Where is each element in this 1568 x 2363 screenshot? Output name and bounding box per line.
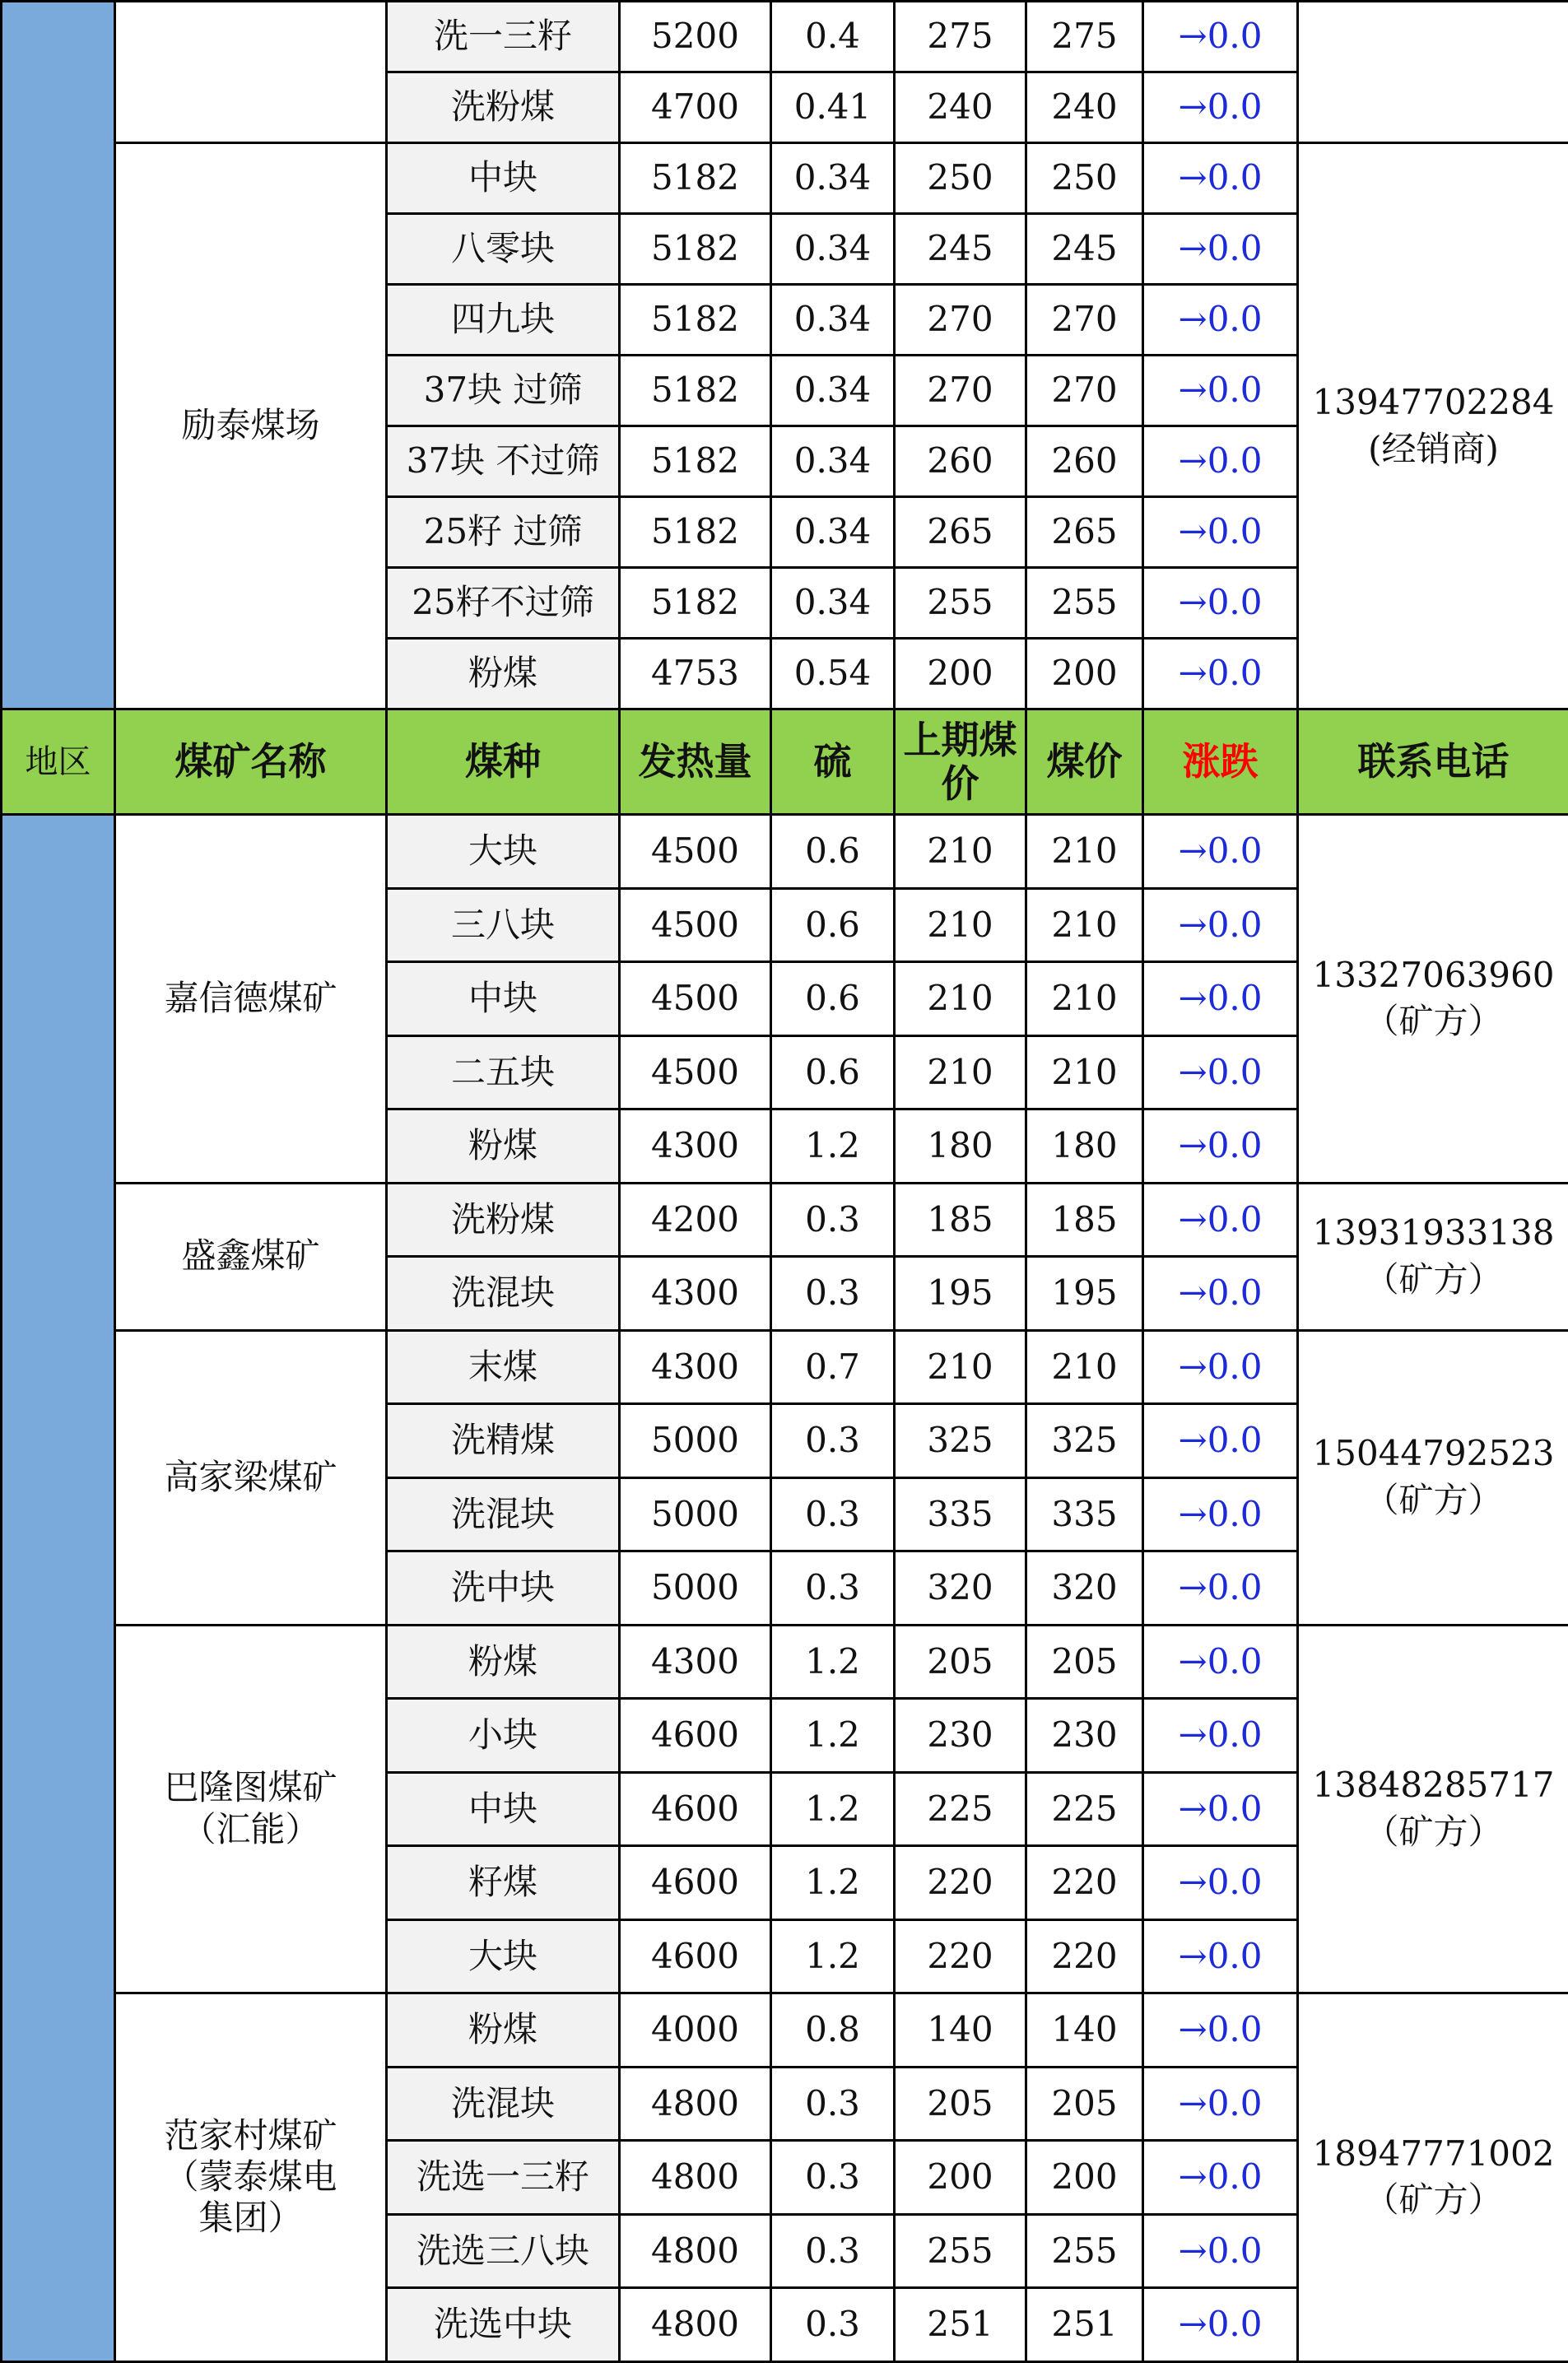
price-cell: 250 <box>1026 143 1143 214</box>
heat-value-cell: 4000 <box>620 1993 771 2068</box>
sulfur-value-cell: 0.3 <box>771 2141 895 2215</box>
price-change-cell: →0.0 <box>1143 1625 1298 1699</box>
prev-price-cell: 270 <box>895 356 1026 426</box>
sulfur-value-cell: 0.7 <box>771 1330 895 1404</box>
price-change-cell: →0.0 <box>1143 639 1298 709</box>
price-cell: 260 <box>1026 426 1143 497</box>
contact-cell <box>1298 1993 1568 2362</box>
heat-value-cell: 5182 <box>620 214 771 285</box>
contact-phone: 13947702284 <box>1299 379 1568 426</box>
coal-kind-cell: 洗选三八块 <box>387 2214 620 2288</box>
price-change-cell: →0.0 <box>1143 1993 1298 2068</box>
price-change-cell: →0.0 <box>1143 1035 1298 1109</box>
price-change-cell: →0.0 <box>1143 2 1298 72</box>
heat-value-cell: 4300 <box>620 1109 771 1184</box>
coal-kind-cell: 粉煤 <box>387 1109 620 1184</box>
coal-kind-cell: 四九块 <box>387 285 620 356</box>
sulfur-value-cell: 0.8 <box>771 1993 895 2068</box>
table-row <box>2 1993 1568 2068</box>
table-row <box>2 815 1568 889</box>
price-cell: 220 <box>1026 1846 1143 1920</box>
price-cell: 270 <box>1026 356 1143 426</box>
sulfur-value-cell: 0.3 <box>771 2214 895 2288</box>
coal-kind-cell: 三八块 <box>387 888 620 962</box>
prev-price-cell: 260 <box>895 426 1026 497</box>
contact-cell <box>1298 143 1568 709</box>
sulfur-value-cell: 0.34 <box>771 426 895 497</box>
price-change-cell: →0.0 <box>1143 1846 1298 1920</box>
price-change-cell: →0.0 <box>1143 1109 1298 1184</box>
price-cell: 240 <box>1026 72 1143 143</box>
price-change-cell: →0.0 <box>1143 568 1298 639</box>
coal-kind-cell: 中块 <box>387 143 620 214</box>
sulfur-value-cell: 0.3 <box>771 1183 895 1257</box>
heat-value-cell: 4700 <box>620 72 771 143</box>
price-change-cell: →0.0 <box>1143 1477 1298 1551</box>
price-change-cell: →0.0 <box>1143 1404 1298 1478</box>
coal-kind-cell: 25籽 过筛 <box>387 497 620 568</box>
mine-name-cell: 高家梁煤矿 <box>115 1330 387 1625</box>
heat-value-cell: 4800 <box>620 2067 771 2141</box>
contact-cell <box>1298 1625 1568 1993</box>
prev-price-cell: 180 <box>895 1109 1026 1184</box>
heat-value-cell: 4500 <box>620 815 771 889</box>
sulfur-value-cell: 0.6 <box>771 1035 895 1109</box>
heat-value-cell: 4800 <box>620 2288 771 2362</box>
coal-kind-cell: 25籽不过筛 <box>387 568 620 639</box>
coal-kind-cell: 粉煤 <box>387 1625 620 1699</box>
prev-price-cell: 200 <box>895 2141 1026 2215</box>
prev-price-cell: 270 <box>895 285 1026 356</box>
coal-kind-cell: 八零块 <box>387 214 620 285</box>
contact-phone: 13931933138 <box>1299 1210 1568 1257</box>
region-cell <box>2 815 115 2362</box>
price-change-cell: →0.0 <box>1143 2067 1298 2141</box>
mine-name-cell <box>115 2 387 143</box>
prev-price-cell: 240 <box>895 72 1026 143</box>
heat-value-cell: 4600 <box>620 1846 771 1920</box>
prev-price-cell: 265 <box>895 497 1026 568</box>
price-change-cell: →0.0 <box>1143 143 1298 214</box>
sulfur-value-cell: 0.3 <box>771 1477 895 1551</box>
prev-price-cell: 220 <box>895 1846 1026 1920</box>
contact-note: （矿方） <box>1299 1809 1568 1856</box>
heat-value-cell: 4500 <box>620 888 771 962</box>
header-mine-name: 煤矿名称 <box>115 709 387 815</box>
mine-name-cell: 盛鑫煤矿 <box>115 1183 387 1330</box>
heat-value-cell: 5182 <box>620 356 771 426</box>
price-cell: 210 <box>1026 1330 1143 1404</box>
mine-name-cell: 巴隆图煤矿（汇能） <box>115 1625 387 1993</box>
price-change-cell: →0.0 <box>1143 426 1298 497</box>
prev-price-cell: 245 <box>895 214 1026 285</box>
header-coal-kind: 煤种 <box>387 709 620 815</box>
sulfur-value-cell: 0.3 <box>771 1257 895 1331</box>
heat-value-cell: 5182 <box>620 426 771 497</box>
price-change-cell: →0.0 <box>1143 1257 1298 1331</box>
sulfur-value-cell: 0.4 <box>771 2 895 72</box>
price-change-cell: →0.0 <box>1143 2214 1298 2288</box>
price-cell: 265 <box>1026 497 1143 568</box>
mine-name-cell: 励泰煤场 <box>115 143 387 709</box>
price-change-cell: →0.0 <box>1143 497 1298 568</box>
coal-kind-cell: 中块 <box>387 962 620 1036</box>
heat-value-cell: 5200 <box>620 2 771 72</box>
prev-price-cell: 140 <box>895 1993 1026 2068</box>
price-cell: 200 <box>1026 639 1143 709</box>
prev-price-cell: 210 <box>895 1330 1026 1404</box>
prev-price-cell: 320 <box>895 1551 1026 1626</box>
price-cell: 140 <box>1026 1993 1143 2068</box>
table-row <box>2 1183 1568 1257</box>
sulfur-value-cell: 0.41 <box>771 72 895 143</box>
coal-kind-cell: 洗混块 <box>387 1257 620 1331</box>
price-change-cell: →0.0 <box>1143 1699 1298 1773</box>
price-change-cell: →0.0 <box>1143 1551 1298 1626</box>
prev-price-cell: 205 <box>895 1625 1026 1699</box>
contact-note: （矿方） <box>1299 998 1568 1045</box>
sulfur-value-cell: 0.34 <box>771 143 895 214</box>
header-row <box>2 709 1568 815</box>
prev-price-cell: 250 <box>895 143 1026 214</box>
heat-value-cell: 5000 <box>620 1404 771 1478</box>
price-cell: 210 <box>1026 962 1143 1036</box>
prev-price-cell: 205 <box>895 2067 1026 2141</box>
sulfur-value-cell: 0.3 <box>771 1404 895 1478</box>
contact-phone: 15044792523 <box>1299 1430 1568 1477</box>
table-row <box>2 2 1568 72</box>
mine-name-cell: 范家村煤矿（蒙泰煤电集团） <box>115 1993 387 2362</box>
header-change: 涨跌 <box>1143 709 1298 815</box>
coal-kind-cell: 二五块 <box>387 1035 620 1109</box>
prev-price-cell: 225 <box>895 1772 1026 1846</box>
sulfur-value-cell: 1.2 <box>771 1772 895 1846</box>
prev-price-cell: 210 <box>895 888 1026 962</box>
price-cell: 255 <box>1026 568 1143 639</box>
coal-kind-cell: 洗中块 <box>387 1551 620 1626</box>
heat-value-cell: 4200 <box>620 1183 771 1257</box>
table-row <box>2 1330 1568 1404</box>
coal-kind-cell: 洗选一三籽 <box>387 2141 620 2215</box>
price-change-cell: →0.0 <box>1143 1330 1298 1404</box>
coal-kind-cell: 小块 <box>387 1699 620 1773</box>
prev-price-cell: 195 <box>895 1257 1026 1331</box>
heat-value-cell: 5000 <box>620 1477 771 1551</box>
contact-note: （矿方） <box>1299 1257 1568 1304</box>
sulfur-value-cell: 0.34 <box>771 214 895 285</box>
coal-kind-cell: 洗粉煤 <box>387 1183 620 1257</box>
price-cell: 180 <box>1026 1109 1143 1184</box>
price-change-cell: →0.0 <box>1143 1183 1298 1257</box>
sulfur-value-cell: 0.6 <box>771 962 895 1036</box>
heat-value-cell: 4600 <box>620 1919 771 1993</box>
contact-note: （矿方） <box>1299 1477 1568 1524</box>
coal-kind-cell: 洗混块 <box>387 2067 620 2141</box>
prev-price-cell: 220 <box>895 1919 1026 1993</box>
sulfur-value-cell: 1.2 <box>771 1699 895 1773</box>
prev-price-cell: 200 <box>895 639 1026 709</box>
price-change-cell: →0.0 <box>1143 1919 1298 1993</box>
coal-kind-cell: 粉煤 <box>387 639 620 709</box>
heat-value-cell: 4500 <box>620 962 771 1036</box>
sulfur-value-cell: 0.34 <box>771 497 895 568</box>
price-change-cell: →0.0 <box>1143 285 1298 356</box>
price-cell: 205 <box>1026 2067 1143 2141</box>
sulfur-value-cell: 0.34 <box>771 568 895 639</box>
header-price: 煤价 <box>1026 709 1143 815</box>
price-cell: 225 <box>1026 1772 1143 1846</box>
sulfur-value-cell: 1.2 <box>771 1846 895 1920</box>
sulfur-value-cell: 1.2 <box>771 1625 895 1699</box>
prev-price-cell: 255 <box>895 568 1026 639</box>
coal-kind-cell: 末煤 <box>387 1330 620 1404</box>
prev-price-cell: 251 <box>895 2288 1026 2362</box>
price-change-cell: →0.0 <box>1143 2288 1298 2362</box>
contact-note: （矿方） <box>1299 2177 1568 2224</box>
heat-value-cell: 4500 <box>620 1035 771 1109</box>
contact-cell <box>1298 1183 1568 1330</box>
heat-value-cell: 5182 <box>620 285 771 356</box>
prev-price-cell: 325 <box>895 1404 1026 1478</box>
price-cell: 270 <box>1026 285 1143 356</box>
contact-phone: 13327063960 <box>1299 952 1568 999</box>
coal-kind-cell: 37块 不过筛 <box>387 426 620 497</box>
price-cell: 325 <box>1026 1404 1143 1478</box>
price-cell: 210 <box>1026 888 1143 962</box>
prev-price-cell: 335 <box>895 1477 1026 1551</box>
prev-price-cell: 210 <box>895 815 1026 889</box>
price-cell: 205 <box>1026 1625 1143 1699</box>
price-cell: 195 <box>1026 1257 1143 1331</box>
price-cell: 245 <box>1026 214 1143 285</box>
heat-value-cell: 5182 <box>620 568 771 639</box>
sulfur-value-cell: 0.34 <box>771 285 895 356</box>
heat-value-cell: 5000 <box>620 1551 771 1626</box>
coal-kind-cell: 籽煤 <box>387 1846 620 1920</box>
heat-value-cell: 4800 <box>620 2141 771 2215</box>
coal-kind-cell: 洗混块 <box>387 1477 620 1551</box>
coal-kind-cell: 中块 <box>387 1772 620 1846</box>
price-cell: 255 <box>1026 2214 1143 2288</box>
mine-name-cell: 嘉信德煤矿 <box>115 815 387 1184</box>
price-cell: 210 <box>1026 815 1143 889</box>
contact-cell <box>1298 2 1568 143</box>
header-region: 地区 <box>2 709 115 815</box>
sulfur-value-cell: 0.3 <box>771 2067 895 2141</box>
price-change-cell: →0.0 <box>1143 72 1298 143</box>
sulfur-value-cell: 0.6 <box>771 815 895 889</box>
prev-price-cell: 230 <box>895 1699 1026 1773</box>
price-cell: 251 <box>1026 2288 1143 2362</box>
price-change-cell: →0.0 <box>1143 1772 1298 1846</box>
contact-phone: 13848285717 <box>1299 1762 1568 1809</box>
price-cell: 275 <box>1026 2 1143 72</box>
heat-value-cell: 4753 <box>620 639 771 709</box>
price-cell: 230 <box>1026 1699 1143 1773</box>
coal-kind-cell: 洗精煤 <box>387 1404 620 1478</box>
contact-cell <box>1298 815 1568 1184</box>
prev-price-cell: 210 <box>895 1035 1026 1109</box>
sulfur-value-cell: 0.3 <box>771 1551 895 1626</box>
coal-kind-cell: 大块 <box>387 1919 620 1993</box>
header-contact: 联系电话 <box>1298 709 1568 815</box>
price-cell: 185 <box>1026 1183 1143 1257</box>
heat-value-cell: 4300 <box>620 1625 771 1699</box>
coal-kind-cell: 粉煤 <box>387 1993 620 2068</box>
sulfur-value-cell: 0.54 <box>771 639 895 709</box>
price-change-cell: →0.0 <box>1143 888 1298 962</box>
price-cell: 210 <box>1026 1035 1143 1109</box>
heat-value-cell: 5182 <box>620 497 771 568</box>
sulfur-value-cell: 1.2 <box>771 1109 895 1184</box>
prev-price-cell: 275 <box>895 2 1026 72</box>
region-cell <box>2 2 115 709</box>
prev-price-cell: 255 <box>895 2214 1026 2288</box>
coal-kind-cell: 洗一三籽 <box>387 2 620 72</box>
price-change-cell: →0.0 <box>1143 356 1298 426</box>
coal-kind-cell: 37块 过筛 <box>387 356 620 426</box>
coal-kind-cell: 大块 <box>387 815 620 889</box>
header-prev-price: 上期煤价 <box>895 709 1026 815</box>
sulfur-value-cell: 1.2 <box>771 1919 895 1993</box>
prev-price-cell: 185 <box>895 1183 1026 1257</box>
price-cell: 320 <box>1026 1551 1143 1626</box>
price-cell: 335 <box>1026 1477 1143 1551</box>
contact-note: (经销商) <box>1299 426 1568 473</box>
price-change-cell: →0.0 <box>1143 962 1298 1036</box>
price-cell: 200 <box>1026 2141 1143 2215</box>
table-row <box>2 143 1568 214</box>
contact-phone: 18947771002 <box>1299 2131 1568 2178</box>
prev-price-cell: 210 <box>895 962 1026 1036</box>
heat-value-cell: 5182 <box>620 143 771 214</box>
price-change-cell: →0.0 <box>1143 815 1298 889</box>
contact-cell <box>1298 1330 1568 1625</box>
heat-value-cell: 4600 <box>620 1772 771 1846</box>
coal-kind-cell: 洗选中块 <box>387 2288 620 2362</box>
price-change-cell: →0.0 <box>1143 214 1298 285</box>
heat-value-cell: 4300 <box>620 1330 771 1404</box>
sulfur-value-cell: 0.3 <box>771 2288 895 2362</box>
heat-value-cell: 4300 <box>620 1257 771 1331</box>
sulfur-value-cell: 0.34 <box>771 356 895 426</box>
header-sulfur: 硫 <box>771 709 895 815</box>
heat-value-cell: 4800 <box>620 2214 771 2288</box>
price-cell: 220 <box>1026 1919 1143 1993</box>
heat-value-cell: 4600 <box>620 1699 771 1773</box>
sulfur-value-cell: 0.6 <box>771 888 895 962</box>
coal-kind-cell: 洗粉煤 <box>387 72 620 143</box>
price-change-cell: →0.0 <box>1143 2141 1298 2215</box>
table-row <box>2 1625 1568 1699</box>
header-heat: 发热量 <box>620 709 771 815</box>
